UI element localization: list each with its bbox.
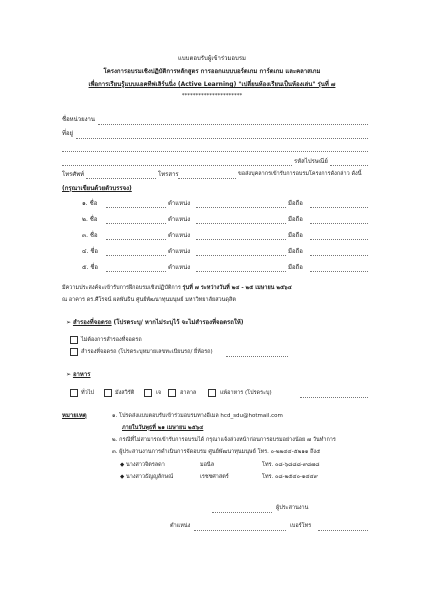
participant-mobile-label: มือถือ [288, 200, 303, 207]
note-2: ๒. กรณีที่ไม่สามารถเข้ารับการอบรมได้ กรุณาแจ้งล่วงหน้าก่อนการอบรมอย่างน้อย ๗ วันทำการ [112, 437, 336, 443]
star-separator: ********************** [181, 93, 243, 99]
participant-mobile-label: มือถือ [288, 264, 303, 271]
form-title: แบบตอบรับผู้เข้าร่วมอบรม [178, 55, 246, 62]
fax-field[interactable] [178, 178, 236, 179]
participant-position-field[interactable] [196, 223, 286, 224]
signature-phone-label: เบอร์โทร [290, 523, 312, 529]
contact-row [120, 475, 173, 481]
note-3: ๓. ผู้ประสานงานการดำเนินการจัดอบรม ศูนย์พัฒนาทุนมนุษย์ โทร. ๐-๒๒๔๔-๕๒๑๑ ถึง๕ [112, 449, 321, 455]
participant-number: ๓. ชื่อ [82, 232, 98, 239]
contact-phone: โทร. ๐๘-๖๘๘๘-๙๘๗๘ [262, 462, 320, 468]
food-option-allergy-label: แพ้อาหาร (โปรดระบุ) [220, 390, 272, 396]
intent-line-2: ณ อาคาร ดร.ศีโรจน์ ผลพันธิน ศูนย์พัฒนาทุนมนุษย์ มหาวิทยาลัยสวนดุสิต [62, 297, 236, 303]
participant-position-label: ตำแหน่ง [168, 216, 191, 223]
food-allergy-field[interactable] [300, 397, 368, 398]
participant-mobile-label: มือถือ [288, 248, 303, 255]
contact-row [120, 463, 165, 469]
note-deadline: ภายในวันพุธที่ ๒๑ เมษายน ๒๕๖๔ [122, 425, 204, 431]
participant-mobile-label: มือถือ [288, 216, 303, 223]
participant-name-field[interactable] [106, 239, 166, 240]
contact-name: นางสาวธัญญลักษณ์ [125, 474, 174, 480]
participant-number: ๕. ชื่อ [82, 264, 99, 271]
address-label: ที่อยู่ [62, 130, 74, 137]
project-title-line2: เพื่อการเรียนรู้แบบแอคทีฟเลิร์นนิ่ง (Active Learning) "เปลี่ยนห้องเรียนเป็นห้องเล่น" รุ่นที่ ๗ [88, 81, 336, 88]
participant-position-label: ตำแหน่ง [168, 264, 191, 271]
phone-label: โทรศัพท์ [62, 171, 85, 178]
address-field[interactable] [76, 138, 368, 139]
food-option-jay-checkbox[interactable] [144, 389, 152, 397]
postal-label: รหัสไปรษณีย์ [294, 158, 328, 165]
fax-label: โทรสาร [158, 171, 179, 178]
parking-option-none-label: ไม่ต้องการสำรองที่จอดรถ [81, 337, 142, 343]
participant-name-field[interactable] [106, 255, 166, 256]
participant-number: ๒. ชื่อ [82, 216, 98, 223]
intent-dates: รุ่นที่ ๗ ระหว่างวันที่ ๒๔ - ๒๕ เมษายน ๒๕๖๔ [182, 285, 292, 291]
participant-mobile-field[interactable] [310, 255, 368, 256]
org-field[interactable] [98, 124, 368, 125]
address-field-3[interactable] [62, 165, 292, 166]
signature-position-label: ตำแหน่ง [170, 523, 191, 529]
parking-plate-field[interactable] [226, 356, 288, 357]
contact-surname: มอนีล [200, 462, 215, 468]
participant-position-field[interactable] [196, 239, 286, 240]
food-heading-row [66, 372, 90, 378]
address-field-2[interactable] [62, 151, 368, 152]
participant-number: ๑. ชื่อ [82, 200, 98, 207]
food-option-halal-checkbox[interactable] [168, 389, 176, 397]
parking-heading-note: (โปรดระบุ/ หากไม่ระบุไว้ จะไม่สำรองที่จอดรถให้) [113, 319, 244, 326]
participant-position-field[interactable] [196, 207, 286, 208]
checkmark-icon: ➢ [66, 371, 72, 378]
note-1: ๑. โปรดส่งแบบตอบรับเข้าร่วมอบรมทางอีเมล hcd_sdu@hotmail.com [112, 413, 283, 419]
parking-option-none-checkbox[interactable] [70, 336, 78, 344]
participant-mobile-field[interactable] [310, 207, 368, 208]
food-heading: อาหาร [72, 371, 91, 378]
contact-name: นางสาวจิตรลดา [125, 462, 165, 468]
notes-label: หมายเหตุ [62, 412, 87, 419]
food-option-jay-label: เจ [156, 390, 162, 396]
parking-heading: สำรองที่จอดรถ [72, 319, 112, 326]
bullet-icon: ◆ [120, 474, 125, 480]
participant-position-label: ตำแหน่ง [168, 248, 191, 255]
phone-field[interactable] [86, 178, 156, 179]
signature-position-field[interactable] [194, 530, 286, 531]
participant-name-field[interactable] [106, 207, 166, 208]
food-option-general-label: ทั่วไป [81, 390, 94, 396]
contact-phone: โทร. ๐๘-๒๕๔๐-๑๔๔๙ [262, 474, 318, 480]
contact-surname: เรชชศาสตร์ [200, 474, 229, 480]
parking-heading-row [66, 320, 244, 326]
food-option-allergy-checkbox[interactable] [208, 389, 216, 397]
parking-option-reserve-checkbox[interactable] [70, 348, 78, 356]
participant-mobile-field[interactable] [310, 223, 368, 224]
participant-mobile-label: มือถือ [288, 232, 303, 239]
bullet-icon: ◆ [120, 462, 125, 468]
coordinator-field[interactable] [212, 512, 272, 513]
food-option-vegetarian-label: มังสวิรัติ [115, 390, 135, 396]
org-label: ชื่อหน่วยงาน [62, 116, 96, 123]
send-staff-text: ขอส่งบุคลากรเข้ารับการอบรมโครงการดังกล่าว ดังนี้ [238, 171, 362, 177]
food-option-halal-label: ฮาลาล [180, 390, 197, 396]
participant-position-field[interactable] [196, 255, 286, 256]
parking-option-reserve-label: สำรองที่จอดรถ (โปรดระบุหมายเลขทะเบียนรถ/ ยี่ห้อรถ) [81, 349, 213, 355]
participant-mobile-field[interactable] [310, 239, 368, 240]
print-note: (กรุณาเขียนด้วยตัวบรรจง) [62, 185, 132, 192]
coordinator-label: ผู้ประสานงาน [276, 505, 309, 511]
participant-mobile-field[interactable] [310, 271, 368, 272]
food-option-vegetarian-checkbox[interactable] [104, 389, 112, 397]
intent-text: มีความประสงค์จะเข้ารับการฝึกอบรมเชิงปฏิบัติการ [62, 285, 181, 291]
food-option-general-checkbox[interactable] [70, 389, 78, 397]
checkmark-icon: ➢ [66, 319, 72, 326]
postal-field[interactable] [330, 165, 368, 166]
participant-position-label: ตำแหน่ง [168, 232, 191, 239]
participant-position-label: ตำแหน่ง [168, 200, 191, 207]
participant-position-field[interactable] [196, 271, 286, 272]
signature-phone-field[interactable] [318, 530, 368, 531]
project-title-line1: โครงการอบรมเชิงปฏิบัติการหลักสูตร การออกแบบบอร์ดเกม การ์ดเกม และคลาสเกม [103, 68, 321, 75]
participant-name-field[interactable] [106, 223, 166, 224]
intent-line-1 [62, 286, 292, 292]
participant-number: ๔. ชื่อ [82, 248, 99, 255]
participant-name-field[interactable] [106, 271, 166, 272]
